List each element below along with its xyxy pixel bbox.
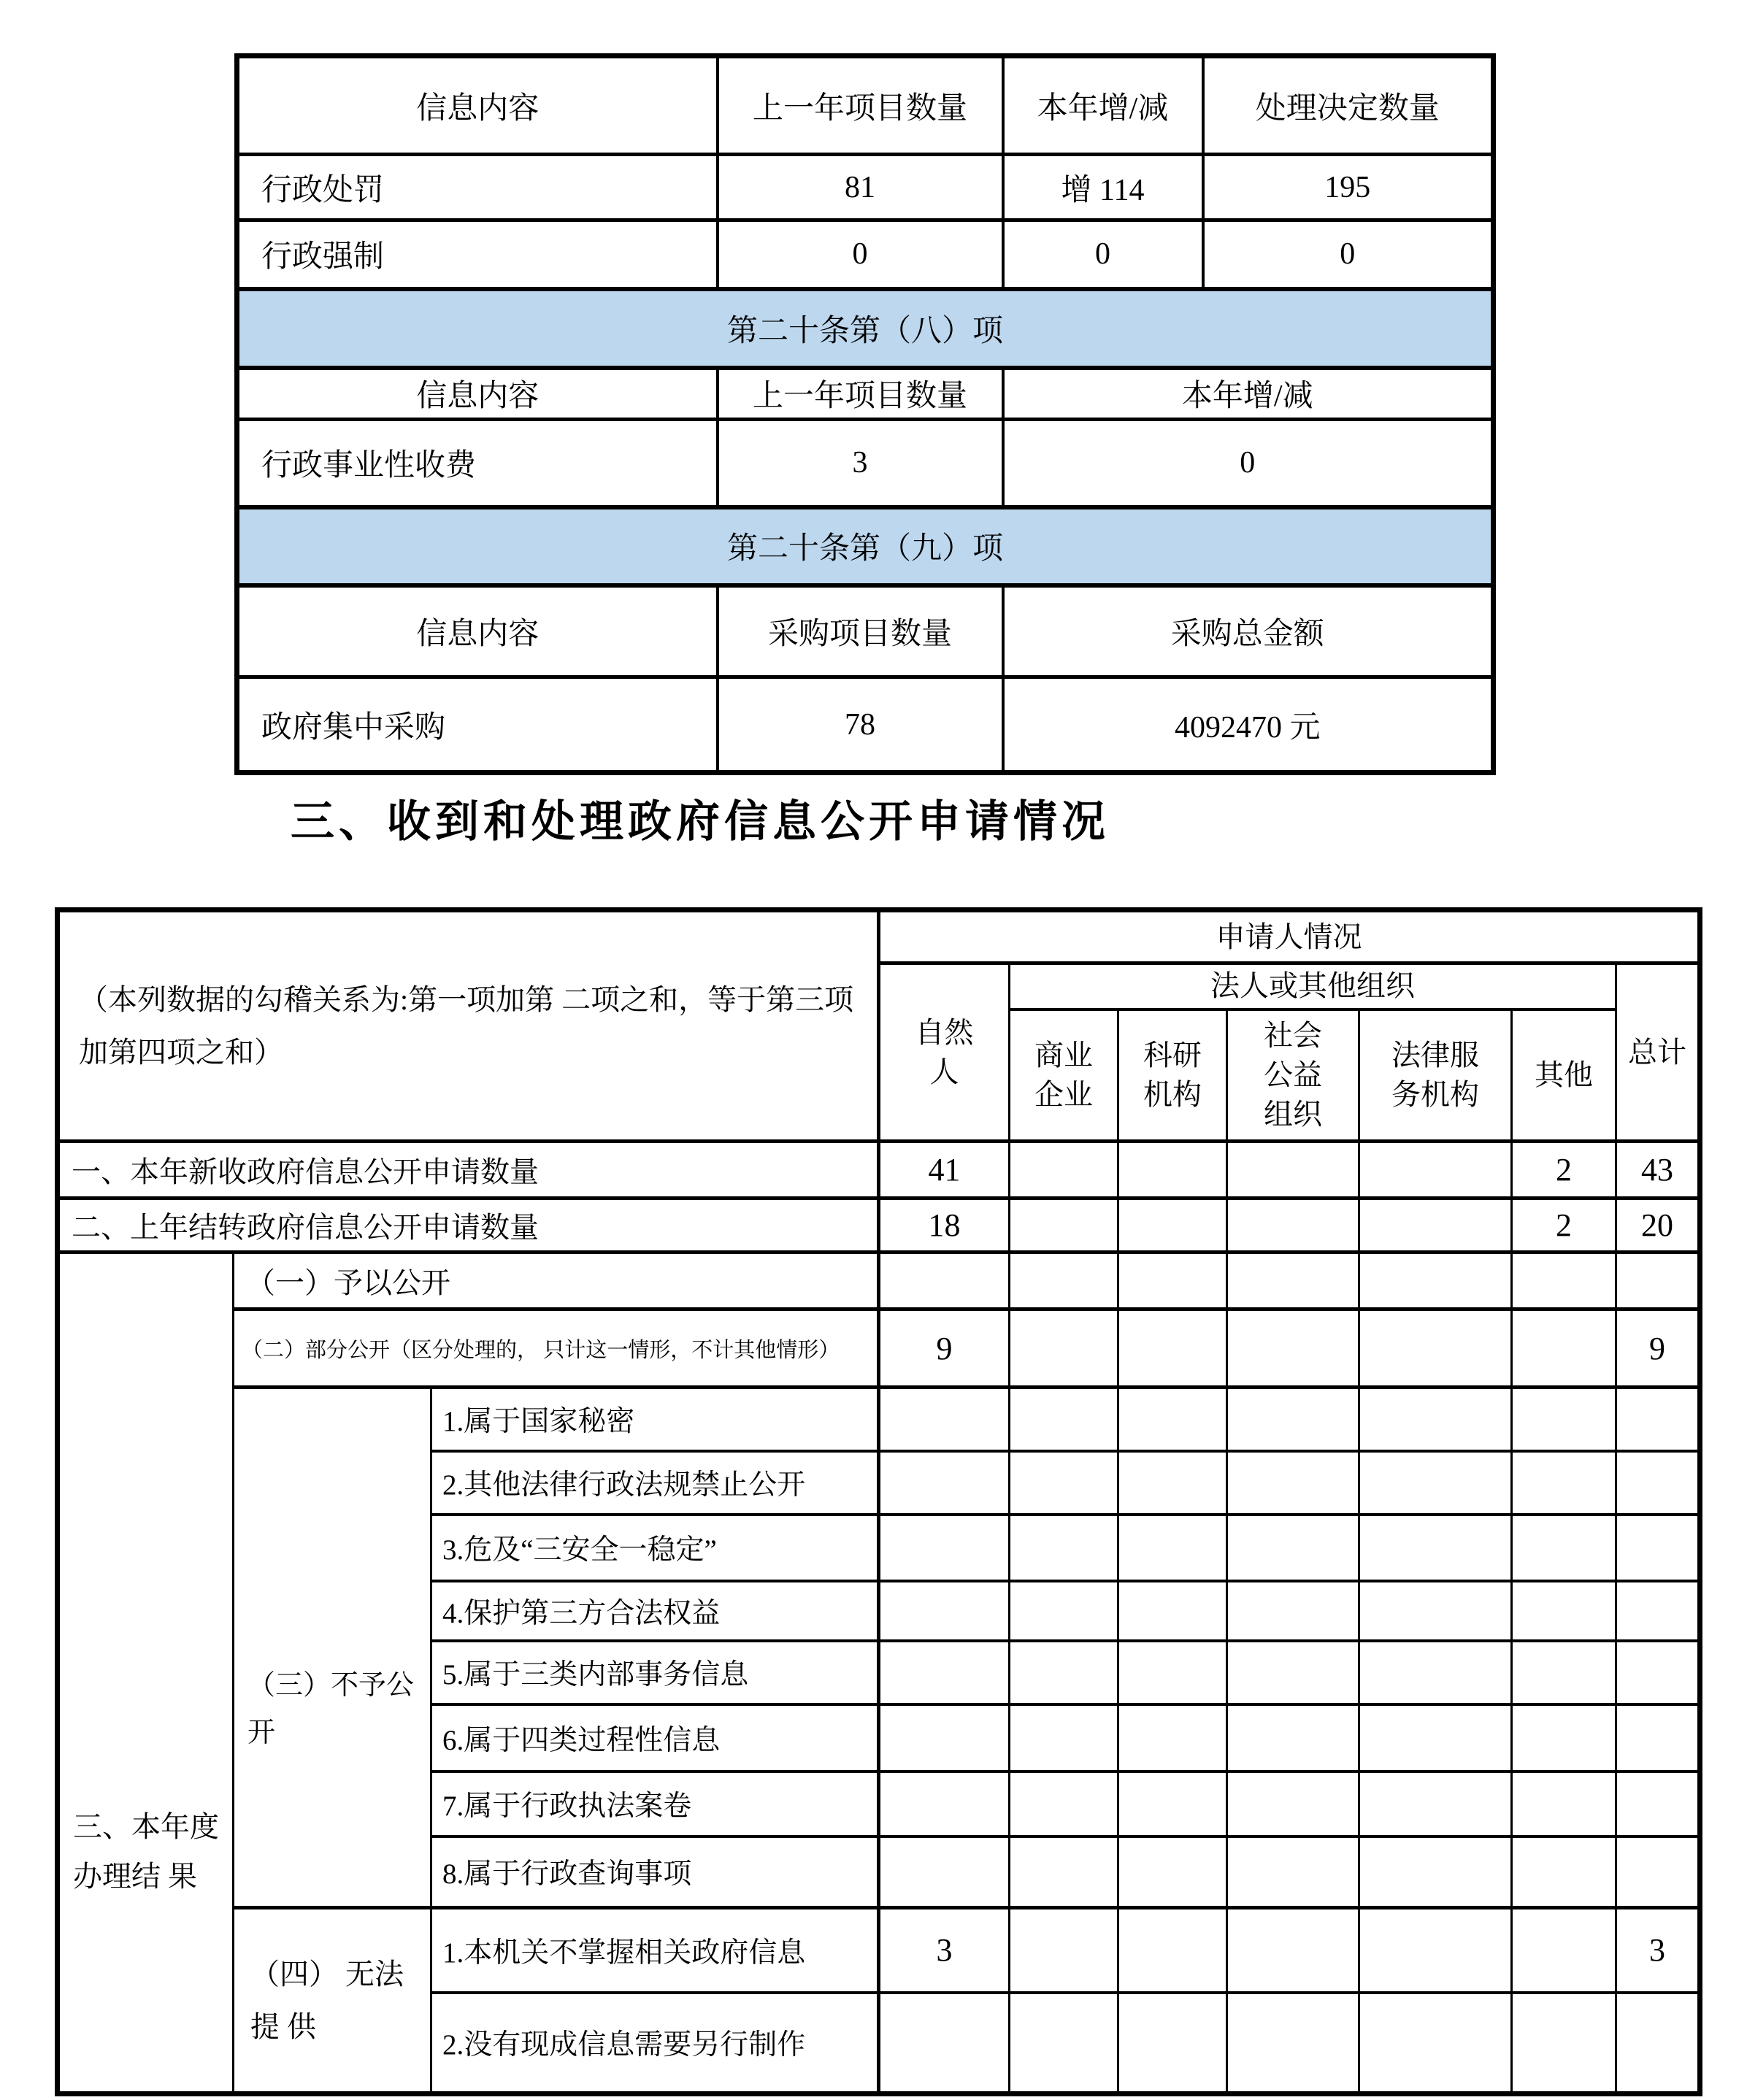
row-label-not-held-by-agency: 1.本机关不掌握相关政府信息 [431,1908,879,1993]
value-cell [1359,1581,1512,1641]
value-cell [1118,1388,1227,1451]
value-cell [1227,1253,1359,1309]
value-cell [1118,1199,1227,1253]
value-cell [1118,1253,1227,1309]
value-cell: 增 114 [1003,155,1203,220]
applications-processing-table [55,907,1702,2096]
value-cell [1118,1581,1227,1641]
value-cell [1010,1253,1118,1309]
band-article20-item9: 第二十条第（九）项 [237,507,1494,585]
reconciliation-note: （本列数据的勾稽关系为:第一项加第 二项之和，等于第三项加第四项之和） [58,910,879,1142]
value-cell [879,1253,1010,1309]
value-cell [1616,1704,1700,1772]
value-cell [1512,1253,1616,1309]
table-row [237,155,1494,220]
row-label-state-secret: 1.属于国家秘密 [431,1388,879,1451]
value-cell [1227,1142,1359,1199]
value-cell [1010,1142,1118,1199]
value-cell [1227,1836,1359,1908]
value-cell [1512,1451,1616,1515]
row-label-partial-disclosure: （二）部分公开（区分处理的， 只计这一情形，不计其他情形） [234,1309,879,1388]
header-social-welfare-org: 社会公益组织 [1227,1009,1359,1142]
article20-statistics-table [234,53,1496,775]
value-cell [1227,1993,1359,2094]
value-cell [1616,1515,1700,1581]
table-row [58,1142,1700,1199]
value-cell [1359,1704,1512,1772]
value-cell: 78 [718,677,1003,773]
value-cell [1616,1253,1700,1309]
row-label-new-applications: 一、本年新收政府信息公开申请数量 [58,1142,879,1199]
row-label-yearly-processing-results: 三、本年度办理结 果 [58,1253,234,2094]
row-label-gov-procurement: 政府集中采购 [237,677,718,773]
value-cell [1512,1704,1616,1772]
value-cell [1616,1581,1700,1641]
value-cell [1227,1388,1359,1451]
value-cell [1118,1993,1227,2094]
value-cell [1359,1253,1512,1309]
value-cell [1359,1772,1512,1836]
value-cell [1227,1451,1359,1515]
value-cell [1118,1309,1227,1388]
value-cell: 3 [879,1908,1010,1993]
value-cell [1010,1772,1118,1836]
value-cell: 0 [1003,220,1203,289]
table-row [58,1253,1700,1309]
section-band-row [237,507,1494,585]
value-cell [1010,1199,1118,1253]
value-cell [1359,1142,1512,1199]
value-cell [1010,1309,1118,1388]
row-label-unable-to-provide: （四） 无法提 供 [234,1908,431,2094]
table-header-row [237,585,1494,677]
value-cell [1359,1388,1512,1451]
row-label-needs-separate-production: 2.没有现成信息需要另行制作 [431,1993,879,2094]
row-label-granted-disclosure: （一）予以公开 [234,1253,879,1309]
header-change-this-year: 本年增/减 [1003,368,1494,420]
value-cell: 81 [718,155,1003,220]
value-cell [1512,1581,1616,1641]
value-cell [1010,1641,1118,1704]
row-label-third-party-rights: 4.保护第三方合法权益 [431,1581,879,1641]
table-header-row [58,910,1700,964]
value-cell [1359,1641,1512,1704]
value-cell [1616,1388,1700,1451]
value-cell [879,1515,1010,1581]
row-label-admin-penalty: 行政处罚 [237,155,718,220]
value-cell [1512,1993,1616,2094]
table-row [58,1309,1700,1388]
value-cell [1010,1908,1118,1993]
row-label-admin-query-matters: 8.属于行政查询事项 [431,1836,879,1908]
value-cell: 18 [879,1199,1010,1253]
header-legal-service-org: 法律服务机构 [1359,1009,1512,1142]
header-prev-year-count: 上一年项目数量 [718,368,1003,420]
value-cell [1227,1309,1359,1388]
value-cell [1359,1199,1512,1253]
value-cell [1359,1451,1512,1515]
value-cell: 20 [1616,1199,1700,1253]
value-cell: 3 [718,420,1003,507]
value-cell [879,1451,1010,1515]
header-natural-person: 自然人 [879,964,1010,1142]
value-cell [1010,1388,1118,1451]
header-total: 总计 [1616,964,1700,1142]
table-header-row [237,368,1494,420]
header-prev-year-count: 上一年项目数量 [718,56,1003,155]
value-cell [1512,1515,1616,1581]
header-decision-count: 处理决定数量 [1203,56,1494,155]
table-row [58,1908,1700,1993]
value-cell [1010,1581,1118,1641]
value-cell: 0 [718,220,1003,289]
value-cell: 2 [1512,1142,1616,1199]
value-cell [1010,1993,1118,2094]
value-cell [1227,1515,1359,1581]
value-cell [1118,1641,1227,1704]
value-cell [1010,1704,1118,1772]
value-cell [1512,1908,1616,1993]
value-cell [1227,1199,1359,1253]
value-cell: 43 [1616,1142,1700,1199]
value-cell [1227,1772,1359,1836]
value-cell: 0 [1203,220,1494,289]
header-procurement-count: 采购项目数量 [718,585,1003,677]
value-cell [1512,1772,1616,1836]
value-cell [1118,1142,1227,1199]
table-row [237,677,1494,773]
value-cell [1359,1515,1512,1581]
value-cell [1118,1704,1227,1772]
value-cell [1616,1451,1700,1515]
row-label-refused-disclosure: （三）不予公开 [234,1388,431,1908]
value-cell [1512,1836,1616,1908]
value-cell [1227,1581,1359,1641]
row-label-endanger-security-stability: 3.危及“三安全一稳定” [431,1515,879,1581]
value-cell [879,1772,1010,1836]
row-label-process-info: 6.属于四类过程性信息 [431,1704,879,1772]
value-cell [1616,1993,1700,2094]
value-cell [879,1836,1010,1908]
value-cell [1118,1772,1227,1836]
value-cell: 195 [1203,155,1494,220]
value-cell [1616,1772,1700,1836]
band-article20-item8: 第二十条第（八）项 [237,289,1494,368]
table-header-row [237,56,1494,155]
value-cell [1227,1704,1359,1772]
value-cell [1359,1836,1512,1908]
header-other: 其他 [1512,1009,1616,1142]
value-cell [1512,1641,1616,1704]
value-cell: 2 [1512,1199,1616,1253]
value-cell [879,1641,1010,1704]
value-cell [1359,1993,1512,2094]
header-info-content: 信息内容 [237,56,718,155]
table-row [237,420,1494,507]
table-row [237,220,1494,289]
header-procurement-amount: 采购总金额 [1003,585,1494,677]
value-cell [1227,1908,1359,1993]
value-cell [1010,1515,1118,1581]
row-label-prohibited-by-law: 2.其他法律行政法规禁止公开 [431,1451,879,1515]
row-label-internal-affairs-info: 5.属于三类内部事务信息 [431,1641,879,1704]
value-cell [1359,1309,1512,1388]
header-research-institution: 科研机构 [1118,1009,1227,1142]
table-row [58,1199,1700,1253]
value-cell [1010,1836,1118,1908]
header-applicant-status: 申请人情况 [879,910,1700,964]
header-info-content: 信息内容 [237,368,718,420]
value-cell: 9 [879,1309,1010,1388]
row-label-law-enforcement-files: 7.属于行政执法案卷 [431,1772,879,1836]
value-cell [1118,1908,1227,1993]
value-cell [1512,1309,1616,1388]
value-cell [1616,1641,1700,1704]
row-label-carried-over-applications: 二、上年结转政府信息公开申请数量 [58,1199,879,1253]
value-cell [1512,1388,1616,1451]
section-title: 三、收到和处理政府信息公开申请情况 [291,797,1110,846]
value-cell [879,1388,1010,1451]
value-cell [1010,1451,1118,1515]
value-cell [879,1993,1010,2094]
row-label-admin-coercion: 行政强制 [237,220,718,289]
value-cell: 0 [1003,420,1494,507]
value-cell: 4092470 元 [1003,677,1494,773]
value-cell [879,1581,1010,1641]
header-business-enterprise: 商业企业 [1010,1009,1118,1142]
header-change-this-year: 本年增/减 [1003,56,1203,155]
value-cell [1118,1451,1227,1515]
value-cell [1227,1641,1359,1704]
value-cell [1118,1515,1227,1581]
value-cell [1359,1908,1512,1993]
value-cell: 9 [1616,1309,1700,1388]
table-row [58,1388,1700,1451]
header-info-content: 信息内容 [237,585,718,677]
header-legal-or-other-org: 法人或其他组织 [1010,964,1616,1009]
value-cell: 3 [1616,1908,1700,1993]
value-cell [1118,1836,1227,1908]
value-cell [1616,1836,1700,1908]
value-cell [879,1704,1010,1772]
value-cell: 41 [879,1142,1010,1199]
section-band-row [237,289,1494,368]
row-label-admin-fees: 行政事业性收费 [237,420,718,507]
